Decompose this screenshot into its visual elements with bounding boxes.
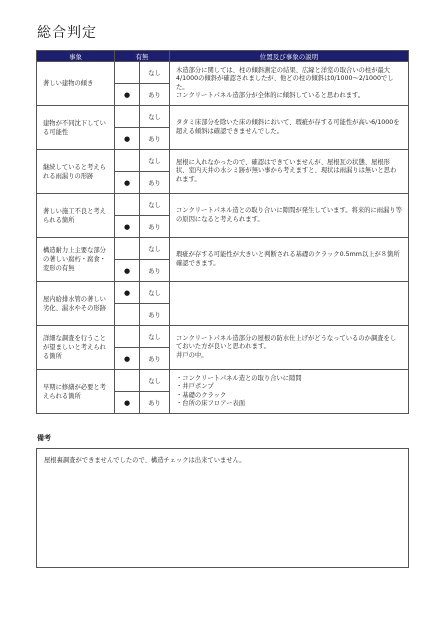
item-label: 建物が不同沈下している可能性 [37,106,115,150]
marker-none [115,326,140,348]
answer-present: あり [140,128,170,150]
table-row [37,238,409,260]
description-cell [170,370,409,414]
description-line: コンクリートパネル造部分の屋根の防水仕上げがどうなっているのか調査をしておいた方が良いと思われます。 [176,335,397,351]
marker-none [115,106,140,128]
answer-none: なし [140,62,170,84]
description-cell [170,150,409,194]
item-label: 継続していると考えられる雨漏りの形跡 [37,150,115,194]
answer-none: なし [140,194,170,216]
table-row [37,106,409,128]
description-line: コンクリートパネル造との取り合いに隙間が発生しています。将来的に雨漏り等の原因になると考えられます。 [176,207,402,223]
answer-present: あり [140,260,170,282]
header-presence: 有無 [115,51,170,62]
answer-none: なし [140,326,170,348]
notes-box [36,448,409,568]
item-label: 著しい建物の傾き [37,62,115,106]
table-row [37,370,409,392]
page-title: 総合判定 [37,25,97,41]
marker-none [115,370,140,392]
marker-none [115,238,140,260]
answer-present: あり [140,304,170,326]
table-row [37,326,409,348]
answer-none: なし [140,238,170,260]
description-cell [170,194,409,238]
answer-present: あり [140,216,170,238]
table-row [37,282,409,304]
answer-none: なし [140,106,170,128]
description-bullet: ・ 井戸ポンプ [176,383,402,391]
header-item: 事象 [37,51,115,62]
description-line: 井戸の中。 [176,351,208,359]
table-header-row [37,51,409,62]
description-cell [170,238,409,282]
description-cell [170,282,409,326]
table-row [37,150,409,172]
description-cell [170,62,409,106]
item-label: 早期に修繕が必要と考えられる箇所 [37,370,115,414]
marker-present: ● [115,348,140,370]
description-line: 屋根に入れなかったので、確認はできていませんが、屋根瓦の状態、屋根形状、室内天井の水シミ跡が無い事から考えますと、現状は雨漏りは無いと思われます。 [176,159,397,183]
answer-none: なし [140,150,170,172]
answer-present: あり [140,392,170,414]
marker-present [115,304,140,326]
marker-none [115,194,140,216]
description-line: コンクリートパネル造部分が全体的に傾斜していると思われます。 [176,91,365,99]
description-line: 木造部分に関しては、柱の傾斜測定の結果、広縁と洋室の取合いの柱が最大4/1000の傾斜が確認されましたが、他どの柱の傾斜は0/1000〜2/1000でした。 [176,66,394,91]
marker-present: ● [115,172,140,194]
description-cell [170,106,409,150]
marker-none: ● [115,282,140,304]
answer-present: あり [140,172,170,194]
marker-present: ● [115,260,140,282]
answer-present: あり [140,84,170,106]
marker-none [115,150,140,172]
marker-present: ● [115,128,140,150]
item-label: 詳細な調査を行うことが望ましいと考えられる箇所 [37,326,115,370]
marker-none [115,62,140,84]
notes-text: 屋根裏調査ができませんでしたので、構造チェックは出来ていません。 [44,457,246,464]
marker-present: ● [115,216,140,238]
description-bullet: ・ コンクリートパネル造との取り合いに隙間 [176,375,402,383]
header-description: 位置及び事象の説明 [170,51,409,62]
description-line: 瑕疵が存する可能性が大きいと判断される基礎のクラック0.5mm以上が８箇所確認できます。 [176,251,400,267]
notes-label: 備考 [37,434,51,442]
item-label: 著しい施工不良と考えられる箇所 [37,194,115,238]
marker-present: ● [115,392,140,414]
answer-none: なし [140,282,170,304]
answer-none: なし [140,370,170,392]
item-label: 屋内給排水管の著しい劣化、漏水やその形跡 [37,282,115,326]
marker-present: ● [115,84,140,106]
table-row [37,194,409,216]
item-label: 構造耐力上主要な部分の著しい腐朽・腐食・変形の有無 [37,238,115,282]
assessment-table [36,50,409,414]
answer-present: あり [140,348,170,370]
table-row [37,62,409,84]
description-line: タタミ床部分を除いた床の傾斜において、瑕疵が存する可能性が高い6/1000を超える傾斜は確認できませんでした。 [176,119,400,135]
description-bullet: ・ 台所の床フロアー表面 [176,400,402,408]
description-bullet: ・ 基礎のクラック [176,392,402,400]
description-cell [170,326,409,370]
